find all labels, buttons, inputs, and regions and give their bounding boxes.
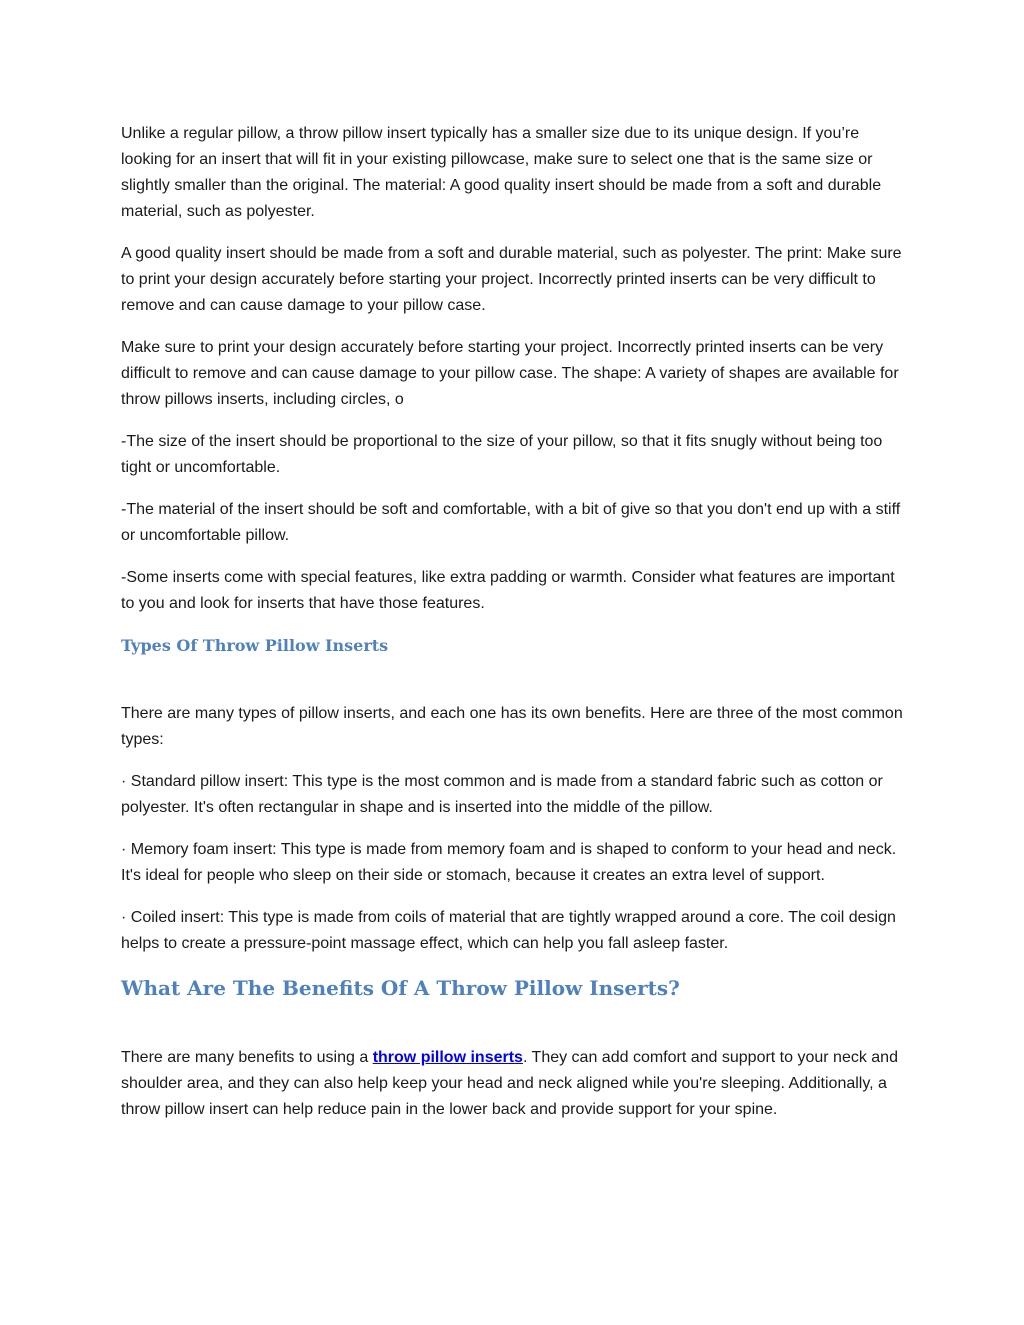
document-page (121, 121, 906, 1139)
list-item-memory-foam-insert: · Memory foam insert: This type is made from memory foam and is shaped to conform to your head and neck. It's ideal for people who sleep on their side or stomach, because it creates an extra level of support. (121, 841, 897, 884)
paragraph-types-intro: There are many types of pillow inserts, and each one has its own benefits. Here are three of the most common types: (121, 705, 903, 748)
paragraph-good-quality-insert: A good quality insert should be made from a soft and durable material, such as polyester. The print: Make sure to print your design accurately before starting your project. Incorrectly printed inserts can be very difficult to remove and can cause damage to your pillow case. (121, 245, 902, 314)
paragraph-material-of-insert: -The material of the insert should be soft and comfortable, with a bit of give so that you don't end up with a stiff or uncomfortable pillow. (121, 501, 901, 544)
list-item-standard-insert: · Standard pillow insert: This type is the most common and is made from a standard fabric such as cotton or polyester. It's often rectangular in shape and is inserted into the middle of the pillow. (121, 773, 883, 816)
benefits-text-end: . They can add comfort and support to your neck and shoulder area, and they can also help keep your head and neck aligned while you're sleeping. Additionally, a throw pillow insert can help reduce pain in the lower back and provide support for your spine. (121, 1049, 898, 1118)
benefits-text-start: There are many benefits to using a (121, 1049, 373, 1066)
throw-pillow-inserts-link[interactable]: throw pillow inserts (372, 1049, 523, 1066)
paragraph-regular-pillow: Unlike a regular pillow, a throw pillow insert typically has a smaller size due to its unique design. If you’re looking for an insert that will fit in your existing pillowcase, make sure to select one that is the same size or slightly smaller than the original. The material: A good quality insert should be made from a soft and durable material, such as polyester. (121, 125, 882, 220)
paragraph-size-of-insert: -The size of the insert should be proportional to the size of your pillow, so that it fits snugly without being too tight or uncomfortable. (121, 433, 883, 476)
paragraph-benefits (121, 1045, 906, 1123)
heading-benefits: What Are The Benefits Of A Throw Pillow Inserts? (121, 976, 680, 1000)
paragraph-print-design: Make sure to print your design accurately before starting your project. Incorrectly printed inserts can be very difficult to remove and can cause damage to your pillow case. The shape: A variety of shapes are available for throw pillows inserts, including circles, o (121, 339, 899, 408)
paragraph-special-features: -Some inserts come with special features, like extra padding or warmth. Consider what features are important to you and look for inserts that have those features. (121, 569, 895, 612)
heading-types-of-inserts: Types Of Throw Pillow Inserts (121, 636, 389, 655)
list-item-coiled-insert: · Coiled insert: This type is made from coils of material that are tightly wrapped around a core. The coil design helps to create a pressure-point massage effect, which can help you fall asleep faster. (121, 909, 896, 952)
